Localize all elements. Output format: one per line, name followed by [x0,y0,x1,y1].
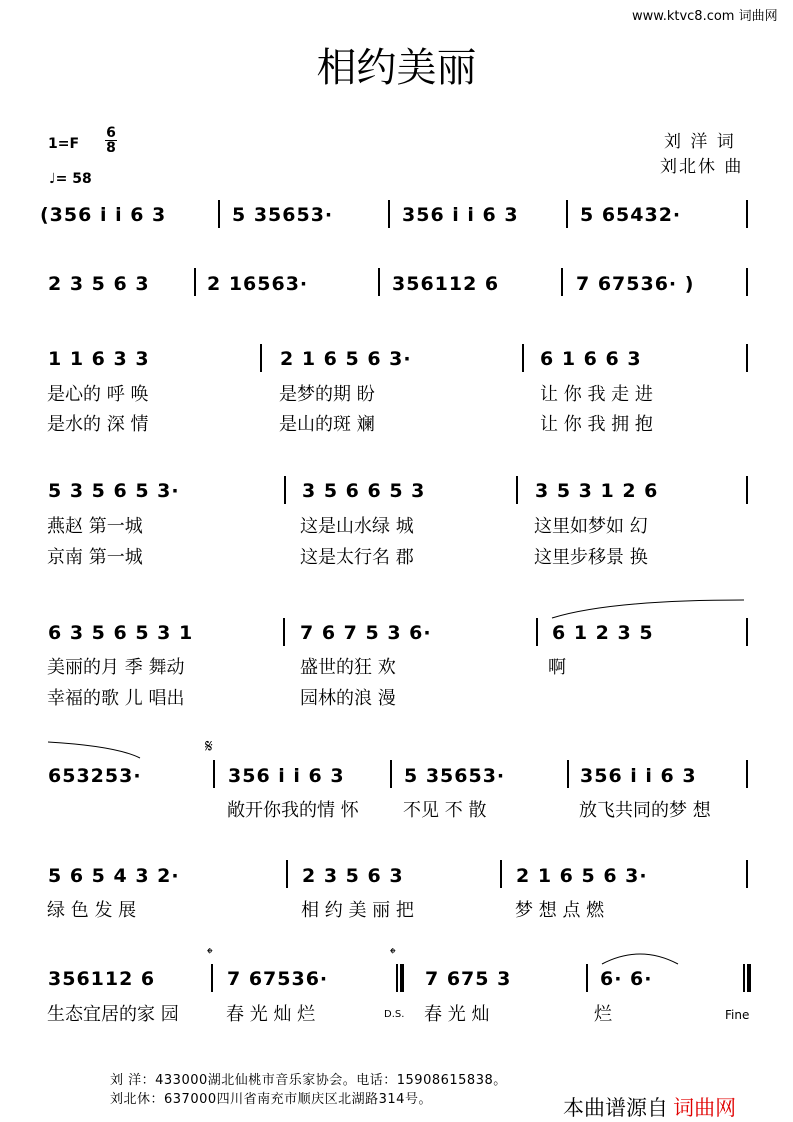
barline [586,964,588,992]
barline [194,268,196,296]
barline [746,618,748,646]
site-watermark[interactable]: www.ktvc8.com 词曲网 [632,9,778,24]
barline [218,200,220,228]
measure-notes: 356112 6 [392,273,500,295]
lyric-verse-1: 烂 [594,1004,612,1025]
slur-mark [600,948,680,966]
barline [746,200,748,228]
measure-notes: 356 i i 6 3 [402,204,519,226]
barline [378,268,380,296]
measure-notes: 6 3 5 6 5 3 1 [48,622,194,644]
barline [746,860,748,888]
barline-thick [400,964,404,992]
segno-icon: 𝄋 [205,736,213,757]
barline [522,344,524,372]
lyric-verse-1: 啊 [548,657,566,678]
lyric-verse-1: 盛世的狂 欢 [300,657,396,678]
measure-notes: 6 1 2 3 5 [552,622,654,644]
measure-notes: 7 67536· ) [576,273,695,295]
barline [516,476,518,504]
measure-notes: 2 1 6 5 6 3· [516,865,648,887]
barline [746,760,748,788]
measure-notes: 3 5 6 6 5 3 [302,480,426,502]
coda-icon: 𝄌 [207,944,213,963]
tempo-marking [49,171,92,187]
barline [746,344,748,372]
measure-notes: 2 1 6 5 6 3· [280,348,412,370]
barline [500,860,502,888]
song-title: 相约美丽 [316,45,477,91]
measure-notes: 356 i i 6 3 [580,765,697,787]
measure-notes: 5 3 5 6 5 3· [48,480,180,502]
lyric-verse-2: 这是太行名 郡 [300,547,414,568]
lyric-verse-1: 绿 色 发 展 [47,900,137,921]
slur-mark [46,740,142,760]
measure-notes: 5 65432· [580,204,682,226]
coda-icon: 𝄌 [390,944,396,963]
lyric-verse-1: 这是山水绿 城 [300,516,414,537]
measure-notes: (356 i i 6 3 [40,204,167,226]
quarter-note-icon: ♩ [49,171,56,187]
lyric-verse-1: 不见 不 散 [403,800,487,821]
measure-notes: 5 6 5 4 3 2· [48,865,180,887]
footer-contact-1: 刘 洋：433000湖北仙桃市音乐家协会。电话：15908615838。 [110,1073,507,1088]
measure-notes: 5 35653· [232,204,334,226]
measure-notes: 2 3 5 6 3 [48,273,150,295]
lyric-verse-2: 园林的浪 漫 [300,688,396,709]
lyric-verse-2: 是山的斑 斓 [279,414,375,435]
slur-mark [550,598,746,620]
key-signature: 1=F [48,136,80,152]
lyric-verse-1: 敞开你我的情 怀 [227,800,359,821]
lyric-verse-1: 这里如梦如 幻 [534,516,648,537]
ds-marking: D.S. [384,1009,405,1020]
fine-marking: Fine [725,1008,750,1022]
barline [746,268,748,296]
barline [566,200,568,228]
measure-notes: 3 5 3 1 2 6 [535,480,659,502]
source-brand[interactable]: 词曲网 [673,1096,737,1120]
footer-contact-2: 刘北休：637000四川省南充市顺庆区北湖路314号。 [110,1092,432,1107]
measure-notes: 6 1 6 6 3 [540,348,642,370]
barline [567,760,569,788]
source-prefix: 本曲谱源自 [563,1096,668,1120]
barline [211,964,213,992]
barline [260,344,262,372]
lyric-verse-2: 京南 第一城 [47,547,143,568]
lyric-verse-1: 春 光 灿 [424,1004,490,1025]
barline [390,760,392,788]
lyric-verse-1: 是梦的期 盼 [279,384,375,405]
source-attribution[interactable] [563,1092,736,1122]
lyric-verse-1: 让 你 我 走 进 [540,384,653,405]
measure-notes: 653253· [48,765,142,787]
lyric-verse-1: 春 光 灿 烂 [226,1004,316,1025]
barline [284,476,286,504]
composer-credit: 刘北休 曲 [660,157,744,177]
measure-notes: 1 1 6 3 3 [48,348,150,370]
measure-notes: 356112 6 [48,968,156,990]
barline [743,964,745,992]
barline [396,964,398,992]
lyric-verse-1: 是心的 呼 唤 [47,384,149,405]
time-signature [105,126,117,155]
time-sig-bottom: 8 [106,140,116,156]
barline [561,268,563,296]
measure-notes: 5 35653· [404,765,506,787]
time-sig-top: 6 [106,125,116,141]
lyric-verse-1: 生态宜居的家 园 [47,1004,179,1025]
barline [746,476,748,504]
lyric-verse-1: 梦 想 点 燃 [515,900,605,921]
barline [388,200,390,228]
measure-notes: 7 67536· [227,968,329,990]
tempo-value: = 58 [55,171,92,187]
lyric-verse-1: 美丽的月 季 舞动 [47,657,185,678]
barline [283,618,285,646]
lyric-verse-2: 幸福的歌 儿 唱出 [47,688,185,709]
barline [213,760,215,788]
lyric-verse-2: 是水的 深 情 [47,414,149,435]
lyricist-credit: 刘 洋 词 [664,132,736,152]
lyric-verse-1: 相 约 美 丽 把 [301,900,414,921]
measure-notes: 2 3 5 6 3 [302,865,404,887]
barline [536,618,538,646]
lyric-verse-2: 让 你 我 拥 抱 [540,414,653,435]
barline-final [747,964,751,992]
barline [286,860,288,888]
measure-notes: 6· 6· [600,968,653,990]
lyric-verse-1: 燕赵 第一城 [47,516,143,537]
lyric-verse-2: 这里步移景 换 [534,547,648,568]
measure-notes: 2 16563· [207,273,309,295]
measure-notes: 356 i i 6 3 [228,765,345,787]
measure-notes: 7 675 3 [425,968,512,990]
measure-notes: 7 6 7 5 3 6· [300,622,432,644]
lyric-verse-1: 放飞共同的梦 想 [579,800,711,821]
